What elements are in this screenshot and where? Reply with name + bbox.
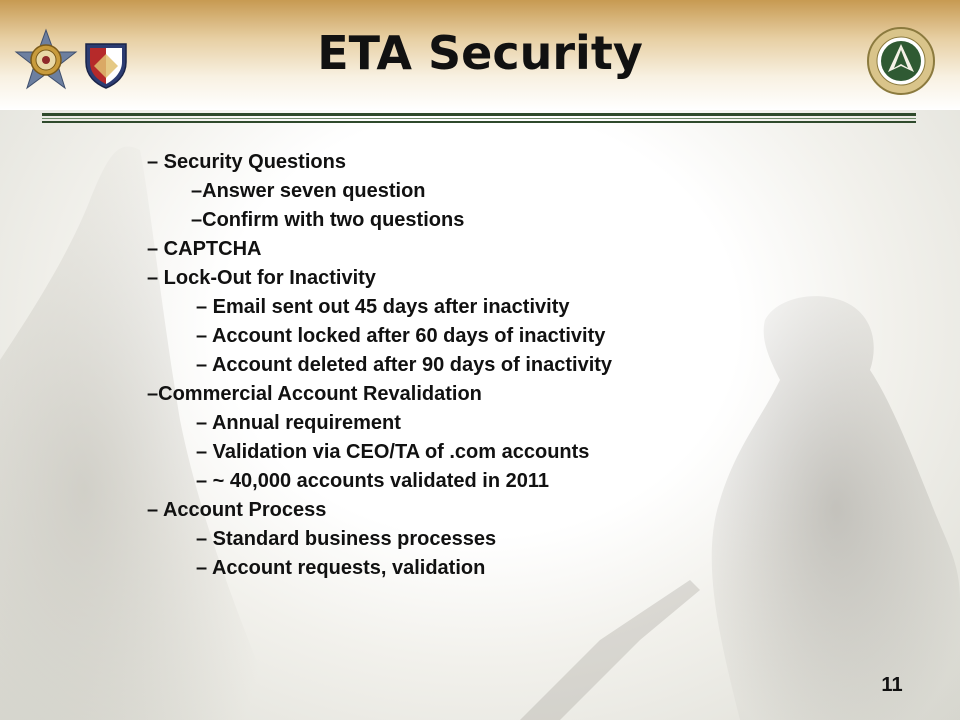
bullet-subitem: – Account requests, validation: [196, 557, 486, 579]
bullet-subitem: – Account locked after 60 days of inactivity: [196, 325, 606, 347]
bullet-subitem: – Account deleted after 90 days of inactivity: [196, 354, 613, 376]
bullet-subitem: – Standard business processes: [196, 528, 497, 550]
title-divider: [42, 113, 916, 116]
title-divider-thin: [42, 118, 916, 119]
slide-title: ETA Security: [317, 26, 643, 80]
bullet-item: – CAPTCHA: [147, 238, 262, 260]
bullet-subitem: – Email sent out 45 days after inactivity: [196, 296, 570, 318]
title-divider-bottom: [42, 121, 916, 123]
bullet-subitem: –Confirm with two questions: [191, 209, 465, 231]
bullet-item: –Commercial Account Revalidation: [147, 383, 482, 405]
bullet-subitem: –Answer seven question: [191, 180, 426, 202]
bullet-item: – Security Questions: [147, 151, 346, 173]
bullet-item: – Lock-Out for Inactivity: [147, 267, 376, 289]
bullet-subitem: – Annual requirement: [196, 412, 401, 434]
page-number: 11: [881, 674, 903, 696]
bullet-item: – Account Process: [147, 499, 327, 521]
bullet-subitem: – Validation via CEO/TA of .com accounts: [196, 441, 590, 463]
bullet-subitem: – ~ 40,000 accounts validated in 2011: [196, 470, 549, 492]
